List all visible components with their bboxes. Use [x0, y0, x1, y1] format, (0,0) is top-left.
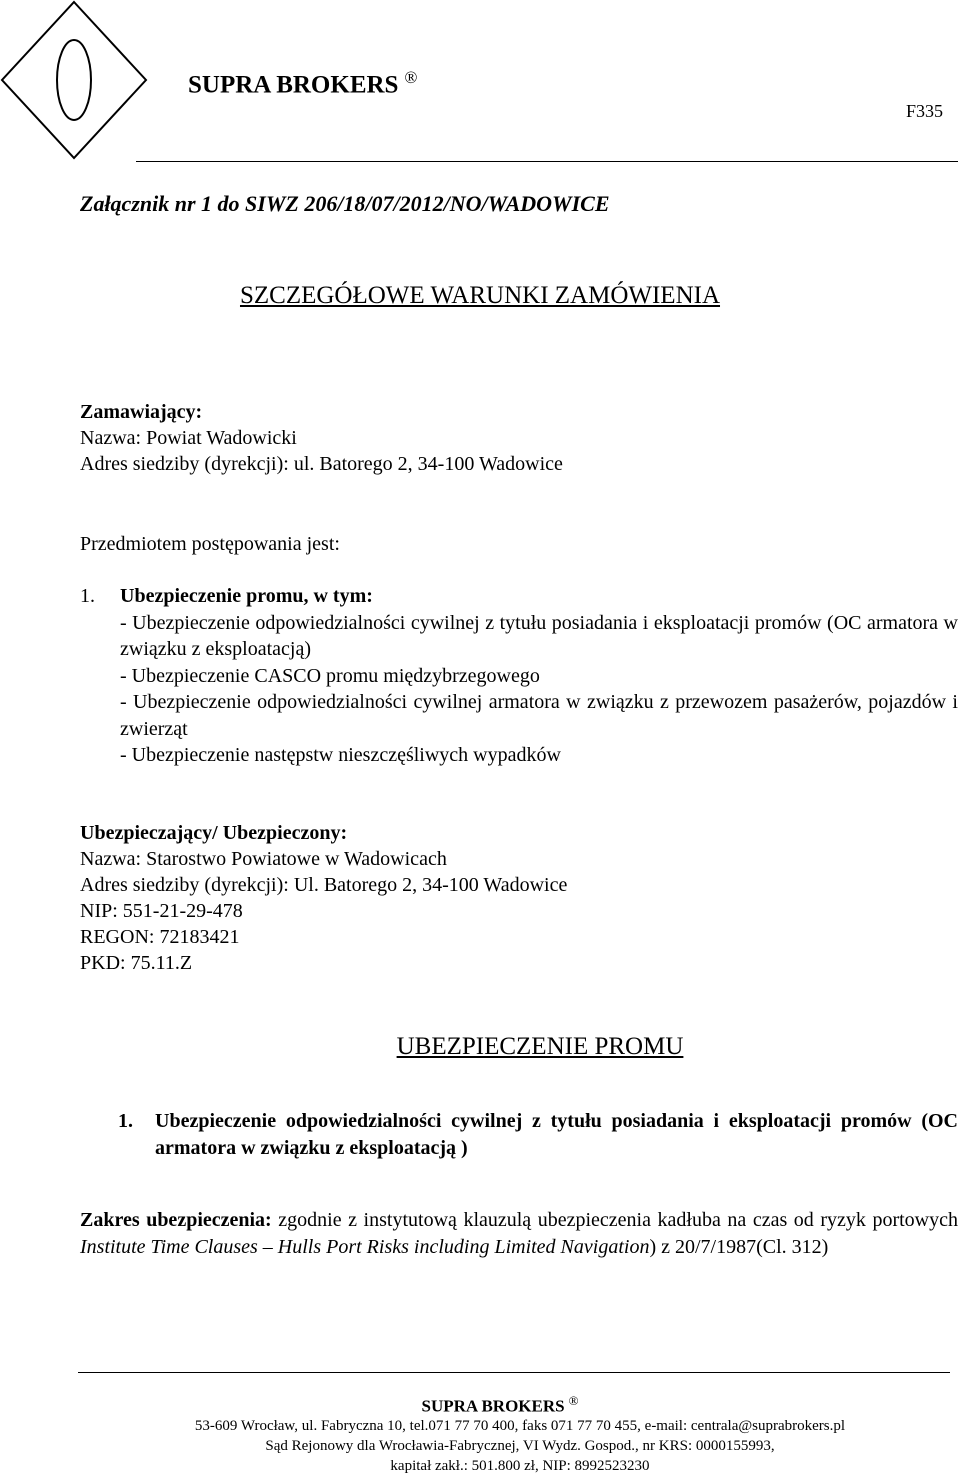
subject-item: - Ubezpieczenie odpowiedzialności cywilnej z tytułu posiadania i eksploatacji promów (OC armatora w związku z eksploatacją) — [120, 611, 958, 660]
subject-heading: Ubezpieczenie promu, w tym: — [120, 585, 373, 607]
scope-text-end: ) z 20/7/1987(Cl. 312) — [649, 1236, 829, 1258]
insured-name: Nazwa: Starostwo Powiatowe w Wadowicach — [80, 848, 447, 870]
document-title: SZCZEGÓŁOWE WARUNKI ZAMÓWIENIA — [239, 282, 721, 309]
section-title: UBEZPIECZENIE PROMU — [396, 1033, 684, 1060]
insured-heading: Ubezpieczający/ Ubezpieczony: — [80, 822, 348, 844]
footer-capital: kapitał zakł.: 501.800 zł, NIP: 8992523230 — [390, 1458, 650, 1474]
registered-mark: ® — [404, 68, 418, 87]
subject-item: - Ubezpieczenie następstw nieszczęśliwych wypadków — [120, 744, 561, 766]
header-divider — [136, 161, 958, 162]
section-item-number: 1. — [118, 1110, 133, 1132]
orderer-name: Nazwa: Powiat Wadowicki — [80, 427, 297, 449]
insured-section — [80, 820, 567, 976]
scope-clause-name: Institute Time Clauses – Hulls Port Risks including Limited Navigation — [80, 1236, 650, 1258]
section-item-text: Ubezpieczenie odpowiedzialności cywilnej z tytułu posiadania i eksploatacji promów (OC armatora w związku z eksploatacją ) — [155, 1110, 958, 1159]
footer-brand: SUPRA BROKERS ® — [421, 1393, 579, 1416]
orderer-address: Adres siedziby (dyrekcji): ul. Batorego 2, 34-100 Wadowice — [80, 453, 563, 475]
company-logo — [0, 0, 148, 160]
subject-number: 1. — [80, 585, 95, 607]
footer-court-registry: Sąd Rejonowy dla Wrocławia-Fabrycznej, VI Wydz. Gospod., nr KRS: 0000155993, — [265, 1438, 775, 1454]
insured-address: Adres siedziby (dyrekcji): Ul. Batorego 2, 34-100 Wadowice — [80, 874, 568, 896]
scope-text: zgodnie z instytutową klauzulą ubezpieczenia kadłuba na czas od ryzyk portowych — [271, 1209, 958, 1231]
scope-paragraph — [80, 1207, 958, 1261]
attachment-reference: Załącznik nr 1 do SIWZ 206/18/07/2012/NO/WADOWICE — [80, 191, 610, 216]
insured-nip: NIP: 551-21-29-478 — [80, 900, 243, 922]
subject-item: - Ubezpieczenie odpowiedzialności cywilnej armatora w związku z przewozem pasażerów, pojazdów i zwierząt — [120, 691, 958, 740]
form-code: F335 — [906, 101, 944, 121]
orderer-section — [80, 399, 563, 477]
scope-label: Zakres ubezpieczenia: — [80, 1209, 272, 1231]
footer-address: 53-609 Wrocław, ul. Fabryczna 10, tel.071 77 70 400, faks 071 77 70 455, e-mail: centrala@suprabrokers.pl — [194, 1418, 846, 1434]
footer-registered-mark: ® — [568, 1393, 579, 1408]
insured-regon: REGON: 72183421 — [80, 926, 240, 948]
footer-divider — [78, 1372, 950, 1373]
subject-intro: Przedmiotem postępowania jest: — [80, 533, 340, 555]
insured-pkd: PKD: 75.11.Z — [80, 952, 193, 974]
subject-item: - Ubezpieczenie CASCO promu międzybrzegowego — [120, 664, 540, 687]
orderer-heading: Zamawiający: — [80, 401, 203, 423]
brand-name: SUPRA BROKERS ® — [188, 68, 418, 99]
